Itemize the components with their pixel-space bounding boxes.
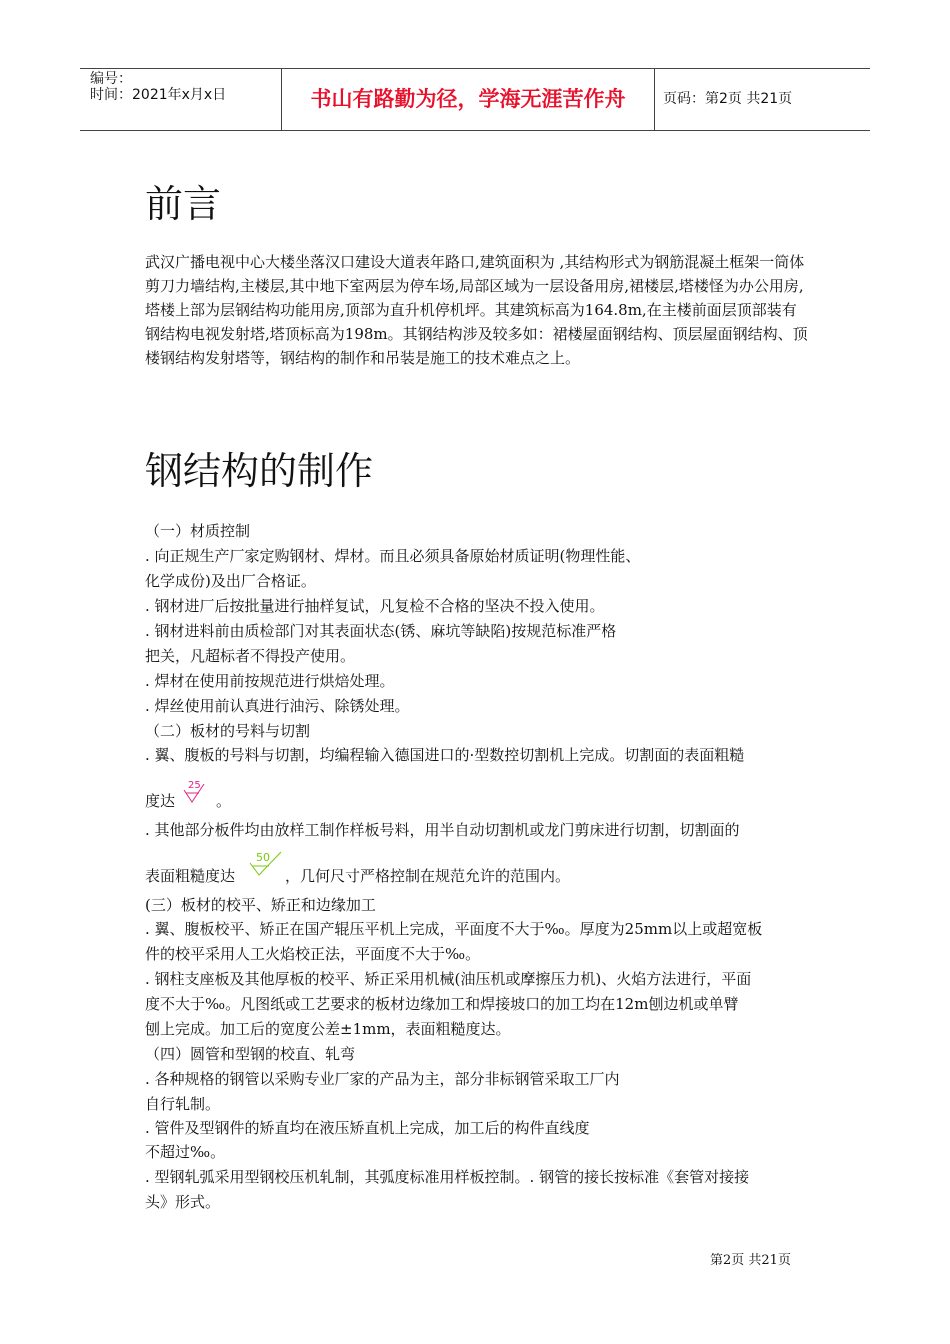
text-line: 度达 (145, 792, 176, 810)
text-line: . 焊材在使用前按规范进行烘焙处理。 (145, 672, 395, 690)
text-line: . 型钢轧弧采用型钢校压机轧制，其弧度标准用样板控制。. 钢管的接长按标准《套管对接接 (145, 1168, 750, 1186)
text-line: . 管件及型钢件的矫直均在液压矫直机上完成，加工后的构件直线度 (145, 1119, 590, 1137)
text-line: . 各种规格的钢管以采购专业厂家的产品为主，部分非标钢管采取工厂内 (145, 1070, 620, 1088)
roughness-symbol-50 (247, 850, 285, 878)
text-line: . 向正规生产厂家定购钢材、焊材。而且必须具备原始材质证明(物理性能、 (145, 547, 641, 565)
number-label: 编号： (90, 71, 132, 87)
text-line: . 焊丝使用前认真进行油污、除锈处理。 (145, 697, 410, 715)
text-line: . 其他部分板件均由放样工制作样板号料，用半自动切割机或龙门剪床进行切割，切割面的 (145, 821, 740, 839)
header-meta (80, 69, 281, 130)
roughness-value-25: 25 (188, 780, 201, 791)
text-line: 自行轧制。 (145, 1095, 221, 1113)
intro-paragraph: 武汉广播电视中心大楼坐落汉口建设大道表年路口,建筑面积为 ,其结构形式为钢筋混凝土框架一筒体剪刀力墙结构,主楼层,其中地下室两层为停车场,局部区域为一层设备用房,裙楼层,塔楼怪为办公用房,塔楼上部为层钢结构功能用房,顶部为直升机停机坪。其建筑标高为164.8m,在主楼前面层顶部装有钢结构电视发射塔,塔顶标高为198m。其钢结构涉及较多如：裙楼屋面钢结构、顶层屋面钢结构、顶楼钢结构发射塔等，钢结构的制作和吊装是施工的技术难点之上。 (145, 253, 808, 367)
text-line: 表面粗糙度达 (145, 867, 236, 885)
section-title: （四）圆管和型钢的校直、轧弯 (145, 1045, 356, 1063)
text-line: 把关，凡超标者不得投产使用。 (145, 647, 356, 665)
time-label: 时间：2021年x月x日 (90, 87, 227, 103)
text-line: . 钢柱支座板及其他厚板的校平、矫正采用机械(油压机或摩擦压力机)、火焰方法进行，平面 (145, 970, 752, 988)
page-footer: 第2页 共21页 (710, 1253, 791, 1268)
text-line: . 翼、腹板校平、矫正在国产辊压平机上完成，平面度不大于‰。厚度为25mm以上或超宽板 (145, 920, 763, 938)
section-title: (三）板材的校平、矫正和边缘加工 (145, 896, 376, 914)
header-motto: 书山有路勤为径，学海无涯苦作舟 (281, 69, 655, 130)
heading-steel-fabrication: 钢结构的制作 (145, 449, 374, 493)
text-line: . 翼、腹板的号料与切割，均编程输入德国进口的·型数控切割机上完成。切割面的表面粗糙 (145, 746, 745, 764)
text-line: 。 (216, 792, 232, 810)
header-page-info: 页码：第2页 共21页 (663, 91, 793, 107)
roughness-value-50: 50 (256, 851, 270, 864)
heading-preface: 前言 (145, 182, 222, 226)
section-title: （二）板材的号料与切割 (145, 722, 311, 740)
text-line: 刨上完成。加工后的宽度公差±1mm，表面粗糙度达。 (145, 1020, 511, 1038)
text-line: . 钢材进料前由质检部门对其表面状态(锈、麻坑等缺陷)按规范标准严格 (145, 622, 617, 640)
text-line: 头》形式。 (145, 1193, 221, 1211)
text-line: 化学成份)及出厂合格证。 (145, 572, 316, 590)
section-title: （一）材质控制 (145, 522, 251, 540)
text-line: . 钢材进厂后按批量进行抽样复试，凡复检不合格的坚决不投入使用。 (145, 597, 605, 615)
roughness-symbol-25 (181, 778, 211, 804)
text-line: 件的校平采用人工火焰校正法，平面度不大于‰。 (145, 945, 481, 963)
text-line: 度不大于‰。凡图纸或工艺要求的板材边缘加工和焊接坡口的加工均在12m刨边机或单臂 (145, 995, 739, 1013)
page-header (80, 68, 870, 131)
text-line: 不超过‰。 (145, 1143, 226, 1161)
text-line: ，几何尺寸严格控制在规范允许的范围内。 (285, 867, 571, 885)
